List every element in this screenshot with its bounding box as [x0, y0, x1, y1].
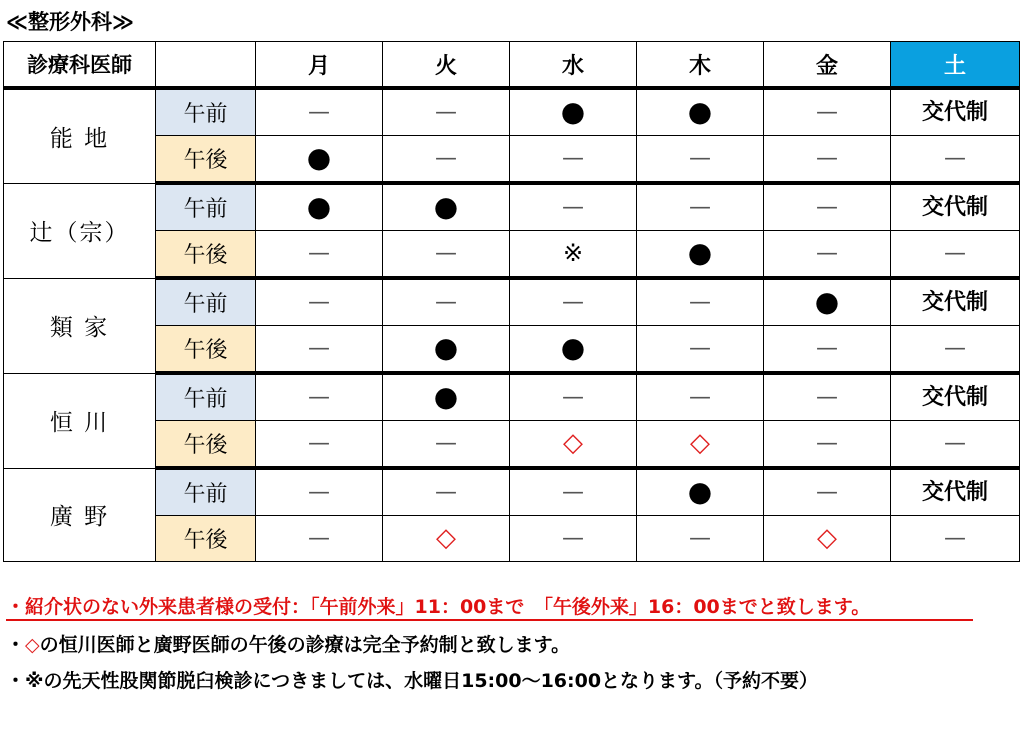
schedule-cell-sat: [891, 373, 1020, 421]
dash-icon: —: [816, 195, 838, 220]
filled-circle-icon: ●: [687, 95, 713, 128]
schedule-cell-thu: [637, 231, 764, 279]
dash-icon: —: [562, 526, 584, 551]
morning-label: 午前: [156, 278, 256, 326]
schedule-cell-sat: [891, 516, 1020, 562]
morning-label: 午前: [156, 183, 256, 231]
schedule-cell-fri: [764, 278, 891, 326]
schedule-cell-sat: [891, 183, 1020, 231]
doctor-name: 廣 野: [4, 468, 156, 562]
diamond-icon: ◇: [436, 523, 456, 553]
filled-circle-icon: ●: [433, 190, 459, 223]
page-title: ≪整形外科≫: [6, 10, 134, 34]
schedule-cell-wed: [510, 183, 637, 231]
schedule-cell-tue: [383, 231, 510, 279]
schedule-cell-fri: [764, 373, 891, 421]
schedule-row-pm: [4, 326, 1020, 374]
schedule-cell-mon: [256, 373, 383, 421]
schedule-row-pm: [4, 231, 1020, 279]
schedule-row-pm: [4, 516, 1020, 562]
dash-icon: —: [816, 146, 838, 171]
schedule-cell-wed: [510, 326, 637, 374]
schedule-cell-thu: [637, 278, 764, 326]
schedule-cell-wed: [510, 373, 637, 421]
schedule-cell-wed: [510, 231, 637, 279]
schedule-cell-tue: [383, 468, 510, 516]
dash-icon: —: [562, 290, 584, 315]
dash-icon: —: [816, 431, 838, 456]
afternoon-label: 午後: [156, 516, 256, 562]
dash-icon: —: [308, 100, 330, 125]
header-day-thu: 木: [637, 42, 764, 89]
dash-icon: —: [816, 241, 838, 266]
schedule-cell-tue: [383, 183, 510, 231]
schedule-cell-tue: [383, 88, 510, 136]
dash-icon: —: [944, 241, 966, 266]
schedule-cell-fri: [764, 326, 891, 374]
dash-icon: —: [689, 195, 711, 220]
dash-icon: —: [689, 385, 711, 410]
schedule-cell-tue: [383, 516, 510, 562]
afternoon-label: 午後: [156, 136, 256, 184]
schedule-cell-sat: [891, 468, 1020, 516]
notice-referral: [6, 592, 870, 619]
diamond-icon: ◇: [690, 428, 710, 458]
filled-circle-icon: ●: [560, 331, 586, 364]
schedule-row-am: [4, 468, 1020, 516]
header-day-fri: 金: [764, 42, 891, 89]
schedule-cell-sat: [891, 421, 1020, 469]
schedule-row-am: [4, 278, 1020, 326]
filled-circle-icon: ●: [687, 475, 713, 508]
doctor-name: 辻（宗）: [4, 183, 156, 278]
schedule-row-am: [4, 373, 1020, 421]
schedule-cell-mon: [256, 183, 383, 231]
afternoon-label: 午後: [156, 421, 256, 469]
notice-referral-text: ・紹介状のない外来患者様の受付：「午前外来」11：00まで 「午後外来」16：00までと致します。: [6, 596, 871, 618]
schedule-cell-sat: [891, 136, 1020, 184]
schedule-row-am: [4, 183, 1020, 231]
filled-circle-icon: ●: [433, 331, 459, 364]
schedule-cell-sat: [891, 278, 1020, 326]
schedule-cell-fri: [764, 421, 891, 469]
diamond-icon: ◇: [817, 523, 837, 553]
dash-icon: —: [435, 241, 457, 266]
schedule-cell-wed: [510, 278, 637, 326]
header-row: [4, 42, 1020, 89]
filled-circle-icon: ●: [306, 141, 332, 174]
dash-icon: —: [944, 526, 966, 551]
dash-icon: —: [435, 431, 457, 456]
header-day-tue: 火: [383, 42, 510, 89]
schedule-cell-mon: [256, 278, 383, 326]
dash-icon: —: [944, 146, 966, 171]
schedule-cell-tue: [383, 421, 510, 469]
dash-icon: —: [689, 146, 711, 171]
header-day-wed: 水: [510, 42, 637, 89]
notice-reservation-text: の恒川医師と廣野医師の午後の診療は完全予約制と致します。: [39, 634, 571, 656]
dash-icon: —: [689, 290, 711, 315]
schedule-cell-mon: [256, 516, 383, 562]
schedule-cell-fri: [764, 183, 891, 231]
schedule-cell-wed: [510, 136, 637, 184]
schedule-cell-tue: [383, 136, 510, 184]
schedule-cell-sat: [891, 326, 1020, 374]
schedule-cell-fri: [764, 136, 891, 184]
dash-icon: —: [816, 336, 838, 361]
dash-icon: —: [816, 385, 838, 410]
rotation-label: 交代制: [921, 100, 988, 125]
schedule-cell-thu: [637, 421, 764, 469]
dash-icon: —: [308, 385, 330, 410]
schedule-row-pm: [4, 421, 1020, 469]
dash-icon: —: [816, 100, 838, 125]
filled-circle-icon: ●: [433, 380, 459, 413]
schedule-cell-fri: [764, 468, 891, 516]
dash-icon: —: [308, 336, 330, 361]
schedule-cell-mon: [256, 326, 383, 374]
filled-circle-icon: ●: [814, 285, 840, 318]
rotation-label: 交代制: [921, 290, 988, 315]
schedule-cell-wed: [510, 421, 637, 469]
dash-icon: —: [562, 146, 584, 171]
dash-icon: —: [308, 241, 330, 266]
schedule-cell-thu: [637, 183, 764, 231]
dash-icon: —: [944, 431, 966, 456]
header-day-sat: 土: [891, 42, 1020, 89]
dash-icon: —: [562, 480, 584, 505]
notice-hip-screening: ・※の先天性股関節脱臼検診につきましては、水曜日15:00～16:00となります。（予約不要）: [6, 670, 819, 692]
notice-bullet: ・: [6, 634, 26, 656]
dash-icon: —: [308, 480, 330, 505]
afternoon-label: 午後: [156, 231, 256, 279]
diamond-icon: ◇: [25, 634, 40, 656]
rotation-label: 交代制: [921, 195, 988, 220]
rotation-label: 交代制: [921, 480, 988, 505]
schedule-cell-wed: [510, 516, 637, 562]
reference-mark-icon: ※: [562, 238, 584, 267]
filled-circle-icon: ●: [306, 190, 332, 223]
schedule-cell-tue: [383, 326, 510, 374]
dash-icon: —: [689, 336, 711, 361]
filled-circle-icon: ●: [560, 95, 586, 128]
schedule-cell-thu: [637, 136, 764, 184]
header-day-mon: 月: [256, 42, 383, 89]
schedule-cell-thu: [637, 88, 764, 136]
schedule-row-pm: [4, 136, 1020, 184]
dash-icon: —: [308, 290, 330, 315]
dash-icon: —: [435, 100, 457, 125]
schedule-cell-tue: [383, 373, 510, 421]
doctor-name: 類 家: [4, 278, 156, 373]
schedule-cell-thu: [637, 373, 764, 421]
dash-icon: —: [435, 480, 457, 505]
schedule-cell-fri: [764, 88, 891, 136]
dash-icon: —: [689, 526, 711, 551]
doctor-name: 恒 川: [4, 373, 156, 468]
morning-label: 午前: [156, 468, 256, 516]
dash-icon: —: [562, 195, 584, 220]
diamond-icon: ◇: [563, 428, 583, 458]
header-blank: [156, 42, 256, 89]
rotation-label: 交代制: [921, 385, 988, 410]
schedule-cell-mon: [256, 468, 383, 516]
morning-label: 午前: [156, 88, 256, 136]
dash-icon: —: [308, 526, 330, 551]
schedule-cell-sat: [891, 231, 1020, 279]
schedule-cell-fri: [764, 516, 891, 562]
schedule-cell-mon: [256, 136, 383, 184]
schedule-row-am: [4, 88, 1020, 136]
schedule-cell-wed: [510, 468, 637, 516]
notice-underline: [6, 619, 973, 621]
dash-icon: —: [308, 431, 330, 456]
schedule-cell-mon: [256, 88, 383, 136]
schedule-cell-thu: [637, 326, 764, 374]
dash-icon: —: [816, 480, 838, 505]
filled-circle-icon: ●: [687, 236, 713, 269]
schedule-cell-mon: [256, 231, 383, 279]
schedule-body: [4, 88, 1020, 562]
morning-label: 午前: [156, 373, 256, 421]
dash-icon: —: [435, 146, 457, 171]
dash-icon: —: [944, 336, 966, 361]
dash-icon: —: [562, 385, 584, 410]
schedule-table: [3, 41, 1020, 562]
schedule-cell-fri: [764, 231, 891, 279]
schedule-cell-mon: [256, 421, 383, 469]
header-doctor: 診療科医師: [4, 42, 156, 89]
afternoon-label: 午後: [156, 326, 256, 374]
schedule-cell-thu: [637, 468, 764, 516]
doctor-name: 能 地: [4, 88, 156, 183]
schedule-cell-thu: [637, 516, 764, 562]
schedule-cell-sat: [891, 88, 1020, 136]
notice-reservation: [6, 630, 570, 657]
schedule-cell-tue: [383, 278, 510, 326]
dash-icon: —: [435, 290, 457, 315]
schedule-cell-wed: [510, 88, 637, 136]
